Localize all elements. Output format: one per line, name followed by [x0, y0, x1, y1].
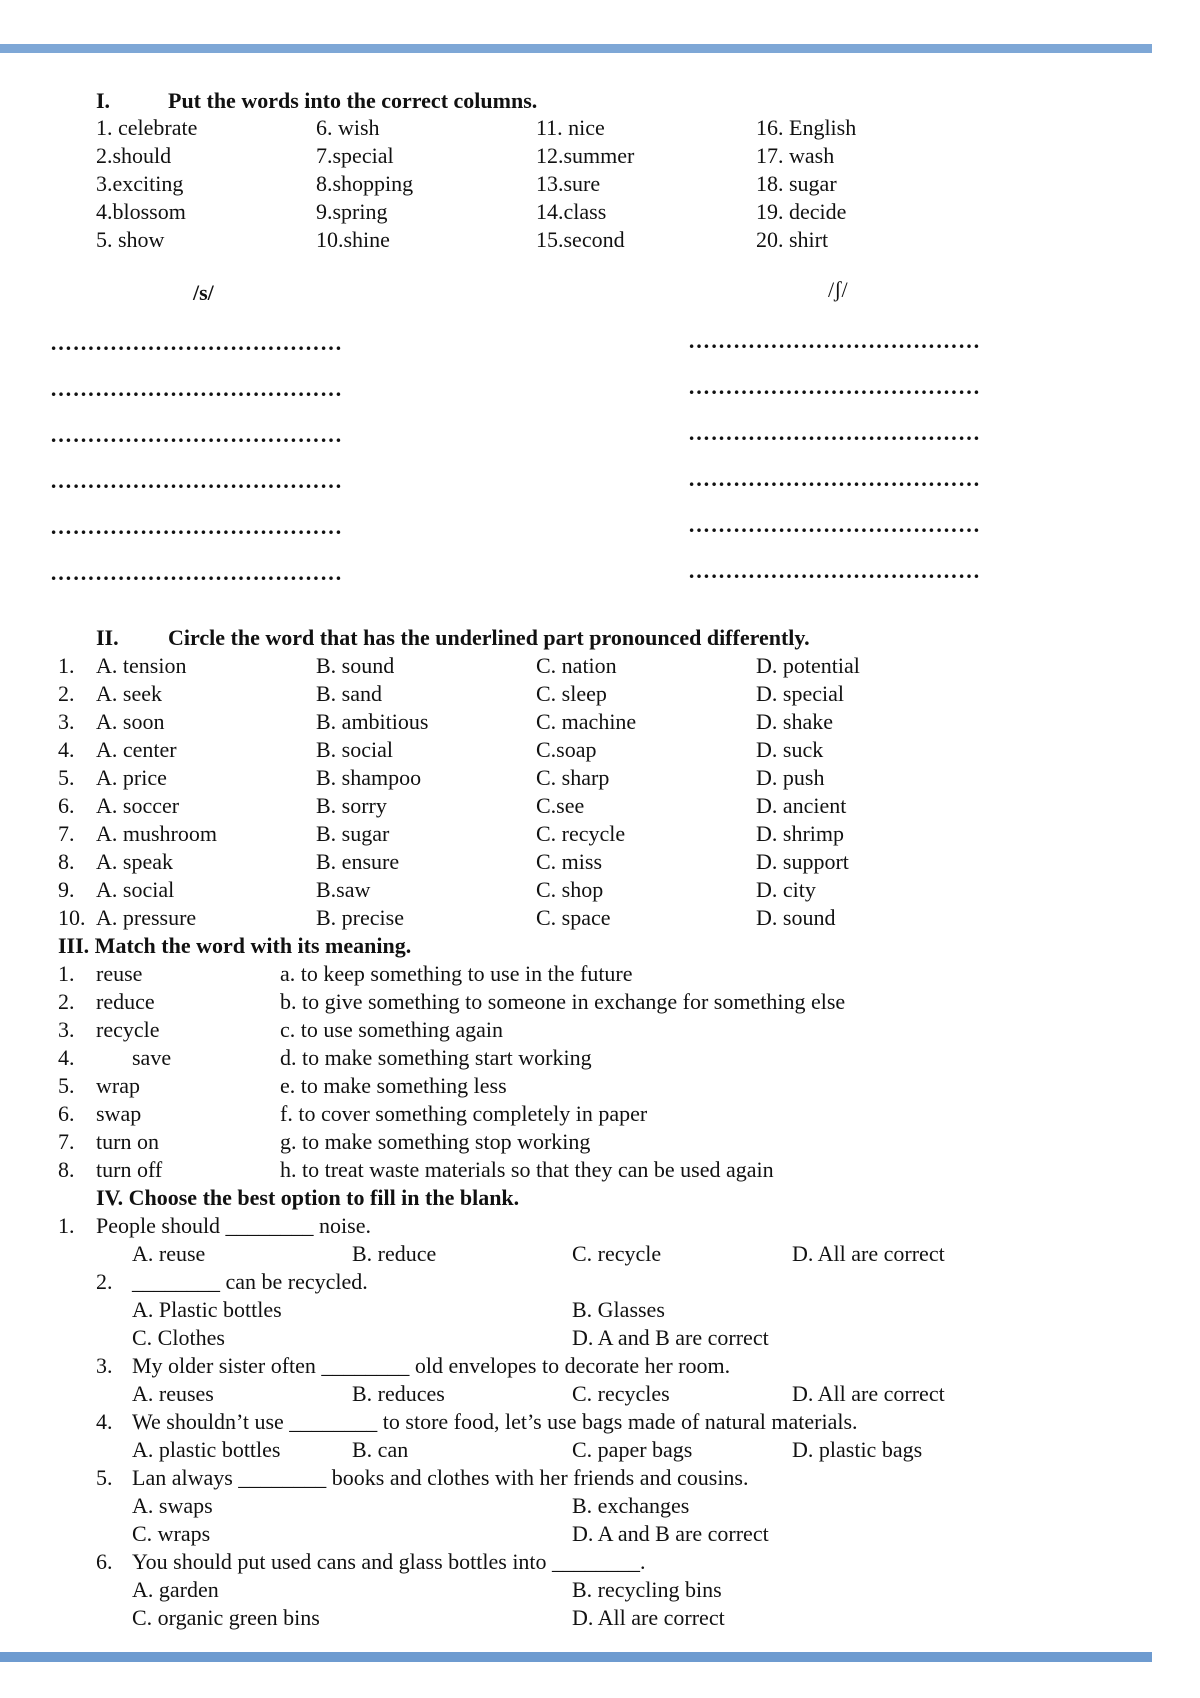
match-word[interactable]: turn on [96, 1129, 159, 1154]
match-word[interactable]: reduce [96, 989, 155, 1014]
item-number: 1. [58, 961, 75, 986]
question-row [0, 652, 1200, 680]
match-row [0, 1128, 1200, 1156]
question-number: 3. [58, 709, 75, 734]
option-b[interactable]: B. precise [316, 905, 404, 930]
word: 16. English [756, 115, 857, 140]
question-row [0, 708, 1200, 736]
option-d[interactable]: D. A and B are correct [572, 1325, 769, 1350]
match-row [0, 1100, 1200, 1128]
option-b[interactable]: B. sand [316, 681, 382, 706]
option-c[interactable]: C. space [536, 905, 611, 930]
option-b[interactable]: B. reduce [352, 1241, 437, 1266]
option-a[interactable]: A. garden [132, 1577, 219, 1602]
match-meaning[interactable]: e. to make something less [280, 1073, 507, 1098]
question-number: 3. [96, 1353, 113, 1378]
answer-blank-s[interactable]: ………………………………… [50, 422, 343, 447]
option-b[interactable]: B. social [316, 737, 393, 762]
option-a[interactable]: A. speak [96, 849, 173, 874]
question-text: We shouldn’t use ________ to store food, let’s use bags made of natural materials. [132, 1409, 858, 1434]
option-a[interactable]: A. pressure [96, 905, 197, 930]
match-word[interactable]: turn off [96, 1157, 163, 1182]
match-row [0, 1044, 1200, 1072]
answer-blank-s[interactable]: ………………………………… [50, 514, 343, 539]
section-2-heading [0, 624, 1200, 652]
option-c[interactable]: C. machine [536, 709, 637, 734]
word: 1. celebrate [96, 115, 198, 140]
question-number: 2. [96, 1269, 113, 1294]
option-b[interactable]: B. ensure [316, 849, 400, 874]
option-c[interactable]: C. paper bags [572, 1437, 693, 1462]
word-row [0, 226, 1200, 254]
word-row [0, 142, 1200, 170]
match-meaning[interactable]: c. to use something again [280, 1017, 504, 1042]
item-number: 5. [58, 1073, 75, 1098]
option-c[interactable]: C. nation [536, 653, 617, 678]
option-a[interactable]: A. reuse [132, 1241, 206, 1266]
options-row [0, 1576, 1200, 1604]
word: 5. show [96, 227, 165, 252]
option-c[interactable]: C. Clothes [132, 1325, 225, 1350]
question-text: My older sister often ________ old envelopes to decorate her room. [132, 1353, 731, 1378]
s-sound-column-header: /s/ [193, 280, 214, 305]
option-d[interactable]: D. shake [756, 709, 833, 734]
question-number: 1. [58, 653, 75, 678]
question-number: 10. [58, 905, 86, 930]
question-stem [0, 1212, 1200, 1240]
option-a[interactable]: A. plastic bottles [132, 1437, 281, 1462]
word: 8.shopping [316, 171, 414, 196]
option-b[interactable]: B. exchanges [572, 1493, 690, 1518]
word: 11. nice [536, 115, 605, 140]
option-c[interactable]: C. recycles [572, 1381, 670, 1406]
options-row [0, 1380, 1200, 1408]
word-row [0, 114, 1200, 142]
question-text: People should ________ noise. [96, 1213, 371, 1238]
word-row [0, 170, 1200, 198]
match-meaning[interactable]: a. to keep something to use in the future [280, 961, 633, 986]
option-d[interactable]: D. shrimp [756, 821, 844, 846]
section-title: Put the words into the correct columns. [168, 88, 538, 113]
options-row [0, 1492, 1200, 1520]
option-c[interactable]: C.see [536, 793, 585, 818]
option-c[interactable]: C. organic green bins [132, 1605, 320, 1630]
match-meaning[interactable]: d. to make something start working [280, 1045, 592, 1070]
option-a[interactable]: A. seek [96, 681, 162, 706]
option-c[interactable]: C. wraps [132, 1521, 211, 1546]
option-a[interactable]: A. tension [96, 653, 187, 678]
option-b[interactable]: B. shampoo [316, 765, 422, 790]
question-stem [0, 1464, 1200, 1492]
option-a[interactable]: A. swaps [132, 1493, 213, 1518]
option-d[interactable]: D. push [756, 765, 825, 790]
question-text: ________ can be recycled. [132, 1269, 368, 1294]
option-c[interactable]: C. shop [536, 877, 604, 902]
question-number: 8. [58, 849, 75, 874]
question-number: 7. [58, 821, 75, 846]
item-number: 2. [58, 989, 75, 1014]
question-number: 5. [58, 765, 75, 790]
option-d[interactable]: D. special [756, 681, 844, 706]
option-c[interactable]: C. sleep [536, 681, 607, 706]
match-meaning[interactable]: g. to make something stop working [280, 1129, 591, 1154]
option-a[interactable]: A. soccer [96, 793, 180, 818]
question-row [0, 736, 1200, 764]
answer-blank-sh[interactable]: ………………………………… [688, 512, 981, 537]
question-number: 5. [96, 1465, 113, 1490]
options-row [0, 1324, 1200, 1352]
question-row [0, 876, 1200, 904]
match-row [0, 960, 1200, 988]
option-a[interactable]: A. center [96, 737, 177, 762]
option-b[interactable]: B. sorry [316, 793, 387, 818]
answer-blank-s[interactable]: ………………………………… [50, 330, 343, 355]
match-meaning[interactable]: h. to treat waste materials so that they can be used again [280, 1157, 774, 1182]
match-word[interactable]: reuse [96, 961, 143, 986]
question-text: You should put used cans and glass bottles into ________. [132, 1549, 646, 1574]
match-word[interactable]: wrap [96, 1073, 140, 1098]
match-row [0, 1072, 1200, 1100]
option-b[interactable]: B. recycling bins [572, 1577, 722, 1602]
word: 9.spring [316, 199, 388, 224]
option-b[interactable]: B. sound [316, 653, 395, 678]
options-row [0, 1436, 1200, 1464]
option-b[interactable]: B. sugar [316, 821, 390, 846]
question-row [0, 764, 1200, 792]
option-d[interactable]: D. support [756, 849, 849, 874]
option-a[interactable]: A. soon [96, 709, 165, 734]
match-word[interactable]: recycle [96, 1017, 160, 1042]
question-row [0, 680, 1200, 708]
question-row [0, 792, 1200, 820]
item-number: 8. [58, 1157, 75, 1182]
word: 10.shine [316, 227, 390, 252]
question-number: 6. [96, 1549, 113, 1574]
option-a[interactable]: A. reuses [132, 1381, 214, 1406]
question-stem [0, 1268, 1200, 1296]
question-row [0, 848, 1200, 876]
option-c[interactable]: C. recycle [572, 1241, 662, 1266]
option-d[interactable]: D. All are correct [792, 1381, 945, 1406]
question-stem [0, 1408, 1200, 1436]
option-a[interactable]: A. price [96, 765, 167, 790]
option-d[interactable]: D. ancient [756, 793, 847, 818]
item-number: 7. [58, 1129, 75, 1154]
match-meaning[interactable]: f. to cover something completely in paper [280, 1101, 648, 1126]
options-row [0, 1520, 1200, 1548]
item-number: 6. [58, 1101, 75, 1126]
section-number: I. [96, 88, 111, 113]
option-a[interactable]: A. social [96, 877, 175, 902]
option-b[interactable]: B. ambitious [316, 709, 429, 734]
answer-blank-s[interactable]: ………………………………… [50, 376, 343, 401]
question-stem [0, 1548, 1200, 1576]
option-d[interactable]: D. All are correct [572, 1605, 725, 1630]
match-word[interactable]: save [132, 1045, 172, 1070]
option-d[interactable]: D. potential [756, 653, 860, 678]
answer-blank-sh[interactable]: ………………………………… [688, 328, 981, 353]
option-c[interactable]: C. miss [536, 849, 603, 874]
word: 14.class [536, 199, 607, 224]
options-row [0, 1240, 1200, 1268]
question-number: 2. [58, 681, 75, 706]
sh-sound-column-header: /ʃ/ [828, 277, 848, 302]
word: 7.special [316, 143, 394, 168]
option-b[interactable]: B. Glasses [572, 1297, 665, 1322]
option-d[interactable]: D. suck [756, 737, 824, 762]
word: 19. decide [756, 199, 847, 224]
answer-blank-s[interactable]: ………………………………… [50, 560, 343, 585]
option-d[interactable]: D. All are correct [792, 1241, 945, 1266]
match-row [0, 1016, 1200, 1044]
answer-blank-sh[interactable]: ………………………………… [688, 466, 981, 491]
options-row [0, 1604, 1200, 1632]
section-title: IV. Choose the best option to fill in the blank. [96, 1185, 520, 1210]
answer-blank-s[interactable]: ………………………………… [50, 468, 343, 493]
section-number: II. [96, 625, 119, 650]
options-row [0, 1296, 1200, 1324]
option-d[interactable]: D. city [756, 877, 816, 902]
question-number: 4. [58, 737, 75, 762]
option-d[interactable]: D. A and B are correct [572, 1521, 769, 1546]
item-number: 3. [58, 1017, 75, 1042]
option-d[interactable]: D. sound [756, 905, 836, 930]
option-c[interactable]: C. sharp [536, 765, 610, 790]
word: 2.should [96, 143, 172, 168]
question-text: Lan always ________ books and clothes with her friends and cousins. [132, 1465, 749, 1490]
bottom-rule [0, 1652, 1152, 1662]
question-number: 4. [96, 1409, 113, 1434]
word: 4.blossom [96, 199, 186, 224]
section-3-heading [0, 932, 1200, 960]
option-b[interactable]: B. can [352, 1437, 409, 1462]
match-row [0, 988, 1200, 1016]
section-4-heading [0, 1184, 1200, 1212]
option-d[interactable]: D. plastic bags [792, 1437, 923, 1462]
question-number: 9. [58, 877, 75, 902]
question-row [0, 820, 1200, 848]
word: 13.sure [536, 171, 601, 196]
word: 6. wish [316, 115, 380, 140]
answer-blank-sh[interactable]: ………………………………… [688, 420, 981, 445]
option-b[interactable]: B.saw [316, 877, 371, 902]
question-row [0, 904, 1200, 932]
option-b[interactable]: B. reduces [352, 1381, 445, 1406]
question-number: 1. [58, 1213, 75, 1238]
match-row [0, 1156, 1200, 1184]
match-word[interactable]: swap [96, 1101, 142, 1126]
option-c[interactable]: C.soap [536, 737, 597, 762]
answer-blank-sh[interactable]: ………………………………… [688, 374, 981, 399]
section-title: Circle the word that has the underlined part pronounced differently. [168, 625, 810, 650]
question-number: 6. [58, 793, 75, 818]
word: 18. sugar [756, 171, 837, 196]
word: 20. shirt [756, 227, 829, 252]
item-number: 4. [58, 1045, 75, 1070]
word: 3.exciting [96, 171, 184, 196]
section-1-heading [0, 87, 1200, 115]
section-title: III. Match the word with its meaning. [58, 933, 412, 958]
option-a[interactable]: A. Plastic bottles [132, 1297, 282, 1322]
word: 17. wash [756, 143, 835, 168]
option-a[interactable]: A. mushroom [96, 821, 217, 846]
match-meaning[interactable]: b. to give something to someone in exchange for something else [280, 989, 846, 1014]
option-c[interactable]: C. recycle [536, 821, 626, 846]
word: 12.summer [536, 143, 635, 168]
question-stem [0, 1352, 1200, 1380]
word: 15.second [536, 227, 625, 252]
word-row [0, 198, 1200, 226]
answer-blank-sh[interactable]: ………………………………… [688, 558, 981, 583]
